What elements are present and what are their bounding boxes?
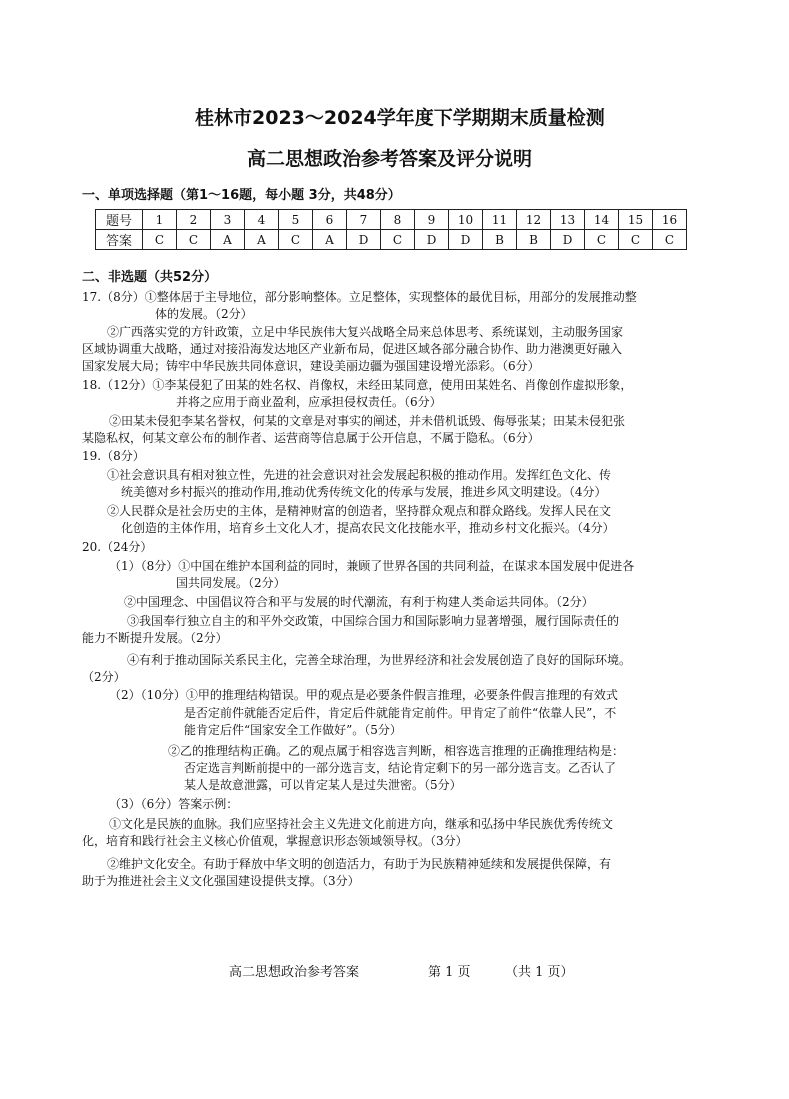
answer-line: 区域协调重大战略，通过对接沿海发达地区产业新布局，促进区域各部分融合协作、助力港澳更好融入 [82, 342, 623, 356]
question-number-cell: 7 [347, 210, 381, 230]
number-row-header: 题号 [96, 210, 143, 230]
answer-cell: C [177, 230, 211, 250]
answer-line: 化，培育和践行社会主义核心价值观，掌握意识形态领域领导权。（3分） [82, 834, 468, 848]
answer-cell: C [619, 230, 653, 250]
answer-line: ④有利于推动国际关系民主化，完善全球治理，为世界经济和社会发展创造了良好的国际环境。 [127, 653, 632, 667]
question-number-cell: 5 [279, 210, 313, 230]
answer-line: ②乙的推理结构正确。乙的观点属于相容选言判断，相容选言推理的正确推理结构是： [168, 744, 625, 758]
question-number-cell: 11 [483, 210, 517, 230]
answer-line: ②广西落实党的方针政策，立足中华民族伟大复兴战略全局来总体思考、系统谋划，主动服务国家 [107, 325, 624, 339]
section1-heading: 一、单项选择题（第1～16题，每小题 3分，共48分） [82, 188, 401, 203]
question-number-cell: 13 [551, 210, 585, 230]
answer-cell: C [653, 230, 687, 250]
answer-line: 某隐私权，何某文章公布的制作者、运营商等信息属于公开信息，不属于隐私。（6分） [82, 431, 540, 445]
answer-line: 助于为推进社会主义文化强国建设提供支撑。（3分） [82, 874, 360, 888]
answer-line: 是否定前件就能否定后件，肯定后件就能肯定前件。甲肯定了前件“依靠人民”，不 [184, 706, 617, 720]
question-number-cell: 3 [211, 210, 245, 230]
answer-line: 18.（12分）①李某侵犯了田某的姓名权、肖像权，未经田某同意，使用田某姓名、肖像创作虚拟形象， [82, 378, 633, 392]
question-number-cell: 2 [177, 210, 211, 230]
answer-line: （3）（6分）答案示例： [109, 797, 239, 811]
answer-line: ①社会意识具有相对独立性，先进的社会意识对社会发展起积极的推动作用。发挥红色文化、传 [107, 468, 612, 482]
answer-line: 国共同发展。（2分） [176, 576, 286, 590]
answer-cell: C [279, 230, 313, 250]
answer-line: ②人民群众是社会历史的主体，是精神财富的创造者，坚持群众观点和群众路线。发挥人民在文 [107, 504, 612, 518]
answer-line: ②维护文化安全。有助于释放中华文明的创造活力，有助于为民族精神延续和发展提供保障，有 [107, 857, 612, 871]
answer-cell: A [313, 230, 347, 250]
footer-page-number: 第 1 页 [428, 965, 471, 980]
page-title: 桂林市2023～2024学年度下学期期末质量检测 [195, 107, 605, 129]
answer-line: （2分） [82, 670, 126, 684]
answer-line: 能肯定后件“国家安全工作做好”。（5分） [184, 723, 402, 737]
answer-line: 并将之应用于商业盈利，应承担侵权责任。（6分） [176, 395, 442, 409]
answer-table [95, 209, 687, 250]
answer-line: 化创造的主体作用，培育乡土文化人才，提高农民文化技能水平，推动乡村文化振兴。（4分） [121, 521, 615, 535]
answer-cell: B [517, 230, 551, 250]
answer-cell: A [211, 230, 245, 250]
answer-line: 国家发展大局；铸牢中华民族共同体意识，建设美丽边疆为强国建设增光添彩。（6分） [82, 359, 540, 373]
answer-line: 能力不断提升发展。（2分） [82, 631, 228, 645]
answer-line: （1）（8分）①中国在维护本国利益的同时，兼顾了世界各国的共同利益，在谋求本国发展中促进各 [109, 559, 635, 573]
answer-table-number-row [96, 210, 687, 230]
answer-table-answer-row [96, 230, 687, 250]
answer-cell: A [245, 230, 279, 250]
question-number-cell: 14 [585, 210, 619, 230]
answer-line: ②中国理念、中国倡议符合和平与发展的时代潮流，有利于构建人类命运共同体。（2分） [124, 595, 594, 609]
footer-doc-name: 高二思想政治参考答案 [229, 965, 360, 980]
answer-cell: D [415, 230, 449, 250]
page-subtitle: 高二思想政治参考答案及评分说明 [247, 148, 533, 170]
question-number-cell: 10 [449, 210, 483, 230]
answer-cell: C [381, 230, 415, 250]
answer-cell: D [551, 230, 585, 250]
answer-cell: D [347, 230, 381, 250]
answer-line: （2）（10分）①甲的推理结构错误。甲的观点是必要条件假言推理，必要条件假言推理的有效式 [109, 688, 618, 702]
answer-line: ②田某未侵犯李某名誉权，何某的文章是对事实的阐述，并未借机诋毁、侮辱张某；田某未侵犯张 [109, 414, 626, 428]
answer-line: ①文化是民族的血脉。我们应坚持社会主义先进文化前进方向，继承和弘扬中华民族优秀传统文 [109, 817, 614, 831]
question-number-cell: 4 [245, 210, 279, 230]
question-number-cell: 9 [415, 210, 449, 230]
answer-line: 某人是故意泄露，可以肯定某人是过失泄密。（5分） [184, 778, 462, 792]
question-number-cell: 6 [313, 210, 347, 230]
question-number-cell: 12 [517, 210, 551, 230]
answer-cell: C [143, 230, 177, 250]
question-number-cell: 8 [381, 210, 415, 230]
answer-line: 统美德对乡村振兴的推动作用,推动优秀传统文化的传承与发展，推进乡风文明建设。（4分） [121, 485, 607, 499]
answer-line: 否定选言判断前提中的一部分选言支，结论肯定剩下的另一部分选言支。乙否认了 [184, 761, 617, 775]
answer-line: ③我国奉行独立自主的和平外交政策，中国综合国力和国际影响力显著增强，履行国际责任的 [127, 614, 620, 628]
answer-cell: B [483, 230, 517, 250]
answer-line: 体的发展。（2分） [155, 307, 253, 321]
section2-heading: 二、非选题（共52分） [82, 270, 218, 285]
question-number-cell: 15 [619, 210, 653, 230]
question-number-cell: 1 [143, 210, 177, 230]
question-number-cell: 16 [653, 210, 687, 230]
answer-line: 17.（8分）①整体居于主导地位，部分影响整体。立足整体，实现整体的最优目标，用部分的发展推动整 [82, 290, 637, 304]
answer-line: 19.（8分） [82, 449, 145, 463]
answer-row-header: 答案 [96, 230, 143, 250]
footer-total-pages: （共 1 页） [505, 965, 574, 980]
answer-cell: C [585, 230, 619, 250]
answer-cell: D [449, 230, 483, 250]
answer-line: 20.（24分） [82, 540, 153, 554]
